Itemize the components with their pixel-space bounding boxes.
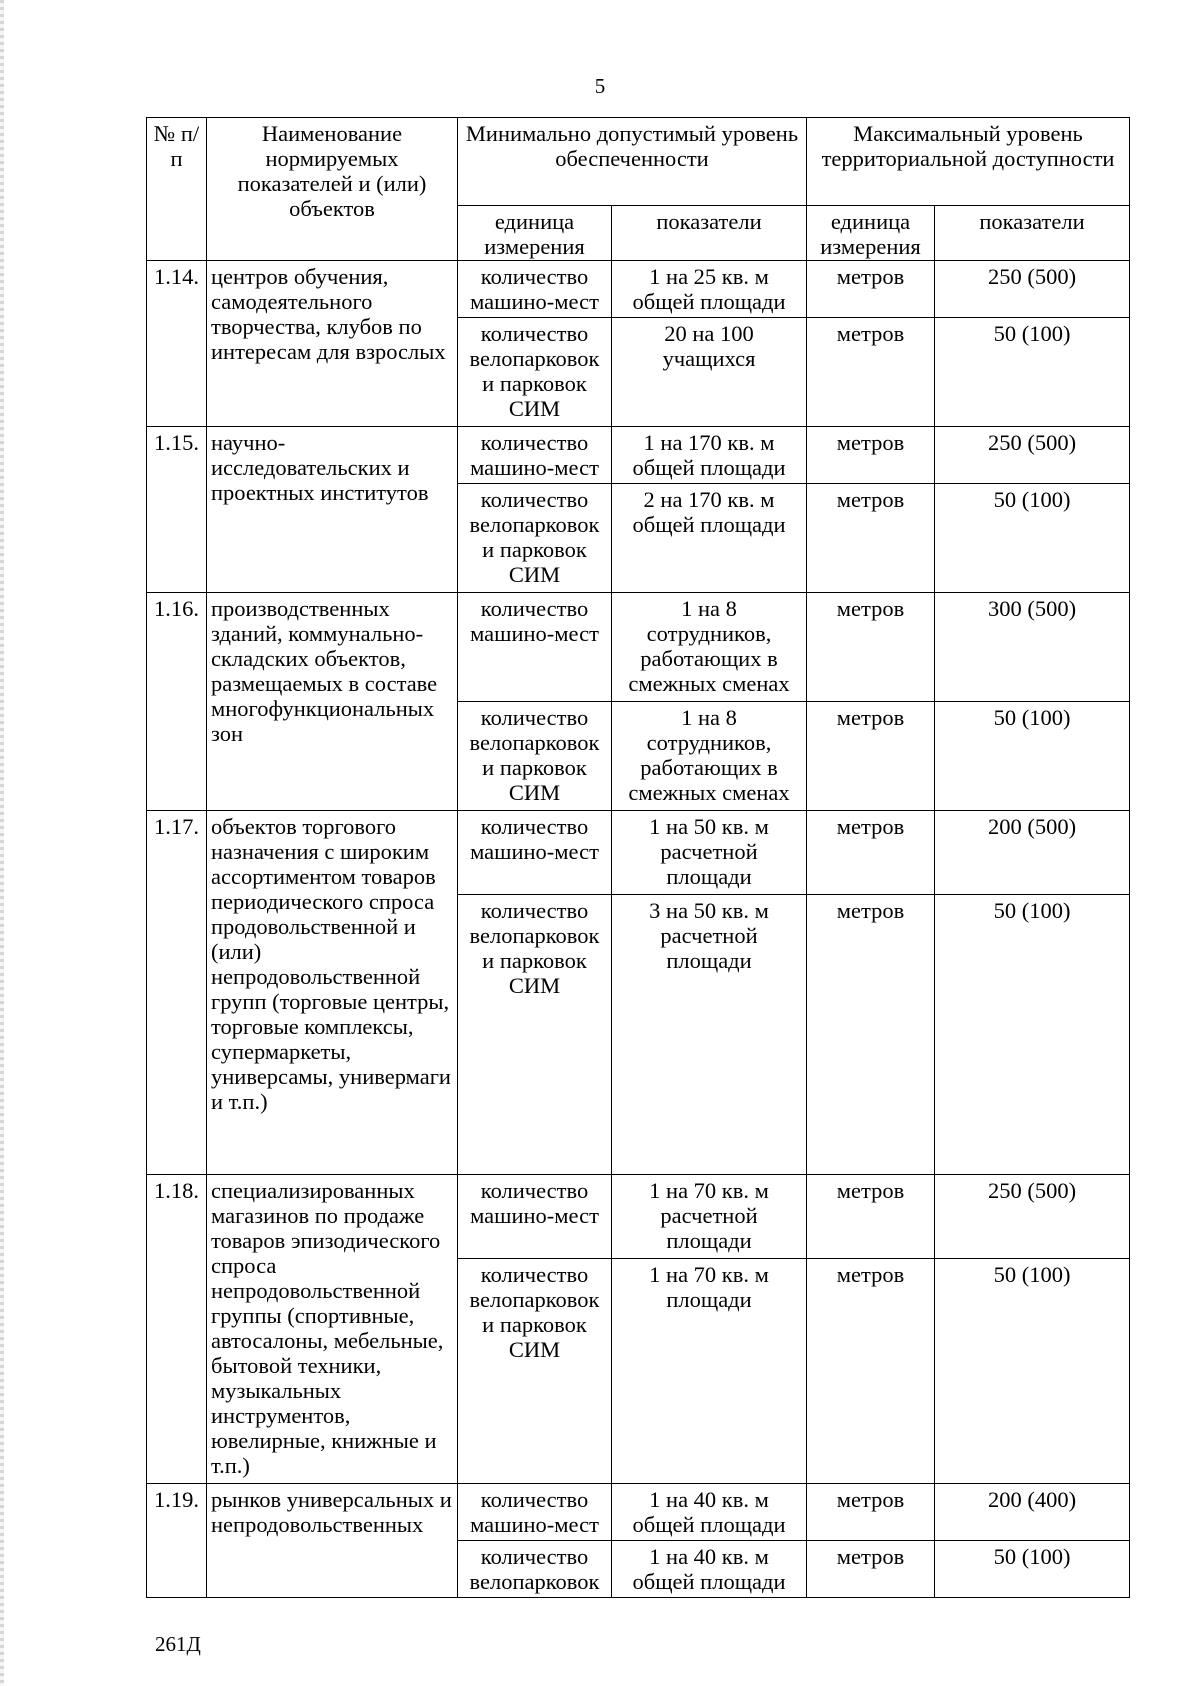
row-number: 1.15.: [147, 427, 207, 593]
header-max-level: Максимальный уровень территориальной доступности: [807, 118, 1130, 206]
cell-distance-unit: метров: [807, 593, 935, 702]
cell-distance-unit: метров: [807, 702, 935, 811]
cell-unit: количество велопарковок и парковок СИМ: [458, 1259, 612, 1484]
cell-distance: 50 (100): [935, 318, 1130, 427]
row-object-name: научно-исследовательских и проектных институтов: [207, 427, 458, 593]
row-number: 1.16.: [147, 593, 207, 811]
cell-unit: количество велопарковок и парковок СИМ: [458, 484, 612, 593]
cell-unit: количество машино-мест: [458, 593, 612, 702]
cell-value: 1 на 25 кв. м общей площади: [612, 261, 807, 318]
scan-edge-artifact: [0, 0, 4, 1686]
table-row: [147, 811, 1130, 895]
header-num: № п/п: [147, 118, 207, 261]
row-object-name: центров обучения, самодеятельного творчества, клубов по интересам для взрослых: [207, 261, 458, 427]
cell-value: 1 на 40 кв. м общей площади: [612, 1541, 807, 1598]
cell-unit: количество машино-мест: [458, 1175, 612, 1259]
document-code: 261Д: [155, 1632, 201, 1656]
cell-distance-unit: метров: [807, 1259, 935, 1484]
cell-distance: 250 (500): [935, 427, 1130, 484]
cell-value: 20 на 100 учащихся: [612, 318, 807, 427]
row-object-name: объектов торгового назначения с широким ассортиментом товаров периодического спроса продовольственной и (или) непродовольственной групп (торговые центры, торговые комплексы, супермаркеты, универсамы, универмаги и т.п.): [207, 811, 458, 1175]
cell-distance: 50 (100): [935, 895, 1130, 1175]
cell-distance: 50 (100): [935, 702, 1130, 811]
cell-value: 1 на 170 кв. м общей площади: [612, 427, 807, 484]
cell-distance: 200 (500): [935, 811, 1130, 895]
cell-unit: количество велопарковок и парковок СИМ: [458, 702, 612, 811]
cell-distance-unit: метров: [807, 318, 935, 427]
row-number: 1.14.: [147, 261, 207, 427]
cell-distance-unit: метров: [807, 1175, 935, 1259]
header-min-unit: единица измерения: [458, 206, 612, 261]
row-object-name: производственных зданий, коммунально-складских объектов, размещаемых в составе многофункциональных зон: [207, 593, 458, 811]
table-header-row: [147, 118, 1130, 206]
cell-distance-unit: метров: [807, 484, 935, 593]
cell-value: 1 на 70 кв. м площади: [612, 1259, 807, 1484]
cell-unit: количество машино-мест: [458, 1484, 612, 1541]
page-number: 5: [594, 74, 606, 98]
row-number: 1.18.: [147, 1175, 207, 1484]
cell-distance-unit: метров: [807, 1484, 935, 1541]
header-name: Наименование нормируемых показателей и (или) объектов: [207, 118, 458, 261]
cell-unit: количество велопарковок и парковок СИМ: [458, 895, 612, 1175]
cell-unit: количество машино-мест: [458, 811, 612, 895]
cell-value: 1 на 40 кв. м общей площади: [612, 1484, 807, 1541]
cell-distance-unit: метров: [807, 261, 935, 318]
row-object-name: специализированных магазинов по продаже товаров эпизодического спроса непродовольственной группы (спортивные, автосалоны, мебельные, бытовой техники, музыкальных инструментов, ювелирные, книжные и т.п.): [207, 1175, 458, 1484]
cell-value: 1 на 8 сотрудников, работающих в смежных сменах: [612, 702, 807, 811]
cell-unit: количество машино-мест: [458, 261, 612, 318]
cell-unit: количество велопарковок и парковок СИМ: [458, 318, 612, 427]
cell-value: 3 на 50 кв. м расчетной площади: [612, 895, 807, 1175]
row-number: 1.19.: [147, 1484, 207, 1598]
header-max-indicators: показатели: [935, 206, 1130, 261]
cell-distance: 250 (500): [935, 1175, 1130, 1259]
table-row: [147, 1484, 1130, 1541]
cell-unit: количество машино-мест: [458, 427, 612, 484]
cell-value: 1 на 50 кв. м расчетной площади: [612, 811, 807, 895]
cell-distance-unit: метров: [807, 811, 935, 895]
cell-distance-unit: метров: [807, 1541, 935, 1598]
table-row: [147, 593, 1130, 702]
norms-table: [146, 117, 1130, 1598]
table-row: [147, 427, 1130, 484]
cell-distance: 250 (500): [935, 261, 1130, 318]
cell-distance: 200 (400): [935, 1484, 1130, 1541]
cell-distance: 50 (100): [935, 1259, 1130, 1484]
cell-value: 1 на 8 сотрудников, работающих в смежных сменах: [612, 593, 807, 702]
cell-distance-unit: метров: [807, 427, 935, 484]
header-max-unit: единица измерения: [807, 206, 935, 261]
row-object-name: рынков универсальных и непродовольственных: [207, 1484, 458, 1598]
cell-distance: 300 (500): [935, 593, 1130, 702]
cell-value: 2 на 170 кв. м общей площади: [612, 484, 807, 593]
table-row: [147, 1175, 1130, 1259]
row-number: 1.17.: [147, 811, 207, 1175]
header-min-indicators: показатели: [612, 206, 807, 261]
cell-distance: 50 (100): [935, 484, 1130, 593]
cell-unit: количество велопарковок: [458, 1541, 612, 1598]
cell-distance-unit: метров: [807, 895, 935, 1175]
header-min-level: Минимально допустимый уровень обеспеченности: [458, 118, 807, 206]
cell-distance: 50 (100): [935, 1541, 1130, 1598]
table-row: [147, 261, 1130, 318]
cell-value: 1 на 70 кв. м расчетной площади: [612, 1175, 807, 1259]
